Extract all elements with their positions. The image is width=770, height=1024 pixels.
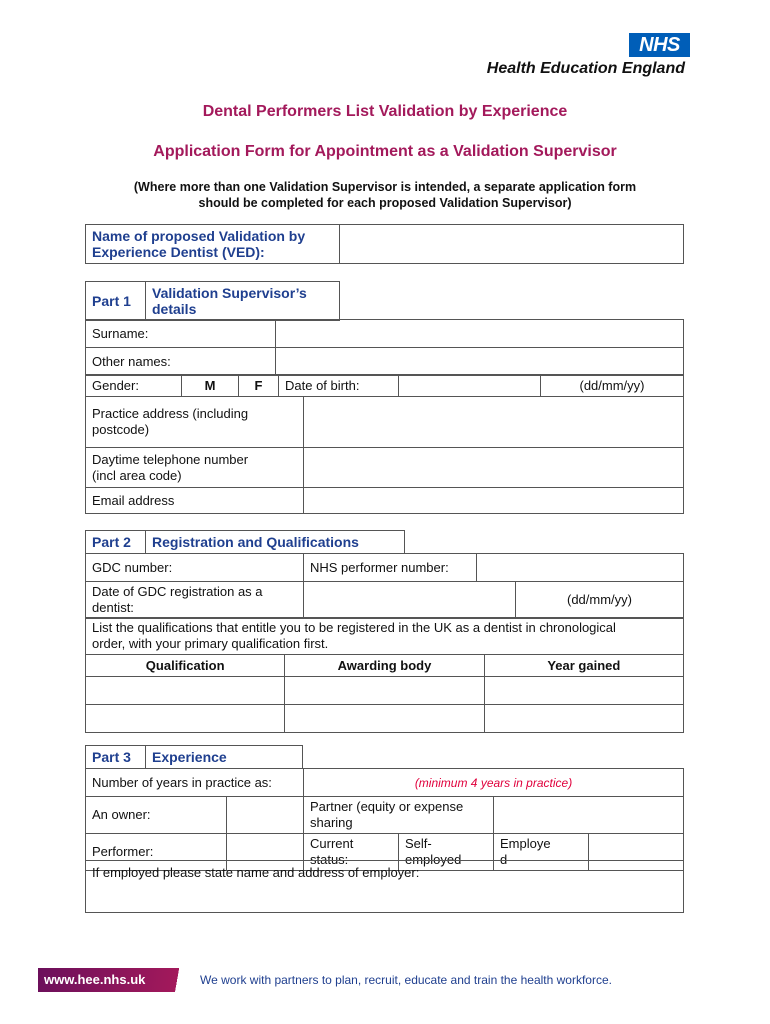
nhs-logo: NHS [629,33,690,57]
part3-title: Experience [146,746,303,769]
gender-dob-table [85,374,684,397]
surname-input[interactable] [276,320,684,348]
col-qualification: Qualification [86,655,285,677]
part2-header [85,530,405,554]
practice-label-line-1: Practice address (including [92,406,249,421]
page-title: Dental Performers List Validation by Experience [202,103,568,120]
employer-table [85,860,684,913]
gdc-date-label [86,582,304,619]
years-table [85,768,684,797]
partner-label: Partner (equity or expense sharing [304,797,494,834]
ved-table [85,224,684,264]
gdc-number-label: GDC number: [86,554,304,582]
email-input[interactable] [304,488,684,514]
awarding-body-cell[interactable] [285,705,484,733]
part3-header [85,745,303,769]
footer-url[interactable]: www.hee.nhs.uk [38,968,206,992]
ved-label-line-1: Name of proposed Validation by [92,228,306,244]
qualifications-table [85,617,684,733]
part3-tag: Part 3 [86,746,146,769]
gender-m-option[interactable]: M [182,375,239,397]
employed-line-2: d [500,852,508,867]
qual-intro-line-1: List the qualifications that entitle you to be registered in the UK as a dentist in chronological [92,620,616,635]
partner-input[interactable] [494,797,684,834]
years-label: Number of years in practice as: [86,769,304,797]
col-year-gained: Year gained [484,655,683,677]
year-gained-cell[interactable] [484,705,683,733]
practice-label-line-2: postcode) [92,422,150,437]
gdc-date-label-line-1: Date of GDC registration as a [92,584,263,599]
contact-table [85,396,684,514]
practice-address-input[interactable] [304,397,684,448]
performer-label: Performer: [86,834,227,871]
employer-field[interactable]: If employed please state name and address of employer: [86,861,684,913]
status-label: Current status: [304,834,399,871]
dob-label: Date of birth: [279,375,399,397]
owner-label: An owner: [86,797,227,834]
gender-label: Gender: [86,375,182,397]
ved-input[interactable] [340,225,684,264]
phone-label-line-2: (incl area code) [92,467,182,483]
part1-table [85,319,684,376]
col-awarding-body: Awarding body [285,655,484,677]
note-line-1: (Where more than one Validation Supervisor is intended, a separate application form [133,180,637,194]
gdc-date-label-line-2: dentist: [92,600,134,615]
qualification-cell[interactable] [86,705,285,733]
org-name: Health Education England [486,60,685,77]
surname-label: Surname: [86,320,276,348]
part2-title: Registration and Qualifications [146,531,405,554]
ved-label-line-2: Experience Dentist (VED): [92,244,265,260]
footer-tagline: We work with partners to plan, recruit, educate and train the health workforce. [200,973,612,987]
employed-line-1: Employe [500,836,551,851]
nhs-performer-input[interactable] [477,554,684,582]
email-label: Email address [86,488,304,514]
nhs-performer-label: NHS performer number: [304,554,477,582]
dob-input[interactable] [399,375,541,397]
qual-intro-line-2: order, with your primary qualification first. [92,636,329,651]
gdc-table [85,553,684,582]
phone-label [86,448,304,488]
minimum-years-note: (minimum 4 years in practice) [304,769,684,797]
year-gained-cell[interactable] [484,677,683,705]
gdc-date-input[interactable] [304,582,516,619]
part1-title-line-1: Validation Supervisor’s [152,285,307,301]
qualification-cell[interactable] [86,677,285,705]
phone-input[interactable] [304,448,684,488]
self-employed-label: Self-employed [399,834,494,871]
other-names-input[interactable] [276,348,684,376]
page-subtitle: Application Form for Appointment as a Validation Supervisor [153,143,617,160]
practice-address-label [86,397,304,448]
part1-title-line-2: details [152,301,197,317]
part2-tag: Part 2 [86,531,146,554]
owner-input[interactable] [227,797,304,834]
other-names-label: Other names: [86,348,276,376]
note-line-2: should be completed for each proposed Validation Supervisor) [198,196,572,210]
phone-label-line-1: Daytime telephone number [92,451,249,467]
gender-f-option[interactable]: F [239,375,279,397]
part1-tag: Part 1 [86,282,146,321]
gdc-date-table [85,581,684,619]
instruction-note [85,179,685,211]
gdc-date-format: (dd/mm/yy) [516,582,684,619]
awarding-body-cell[interactable] [285,677,484,705]
qualifications-intro [86,618,684,655]
dob-format: (dd/mm/yy) [541,375,684,397]
part1-title [146,282,340,321]
ved-label [86,225,340,264]
part1-header [85,281,340,321]
